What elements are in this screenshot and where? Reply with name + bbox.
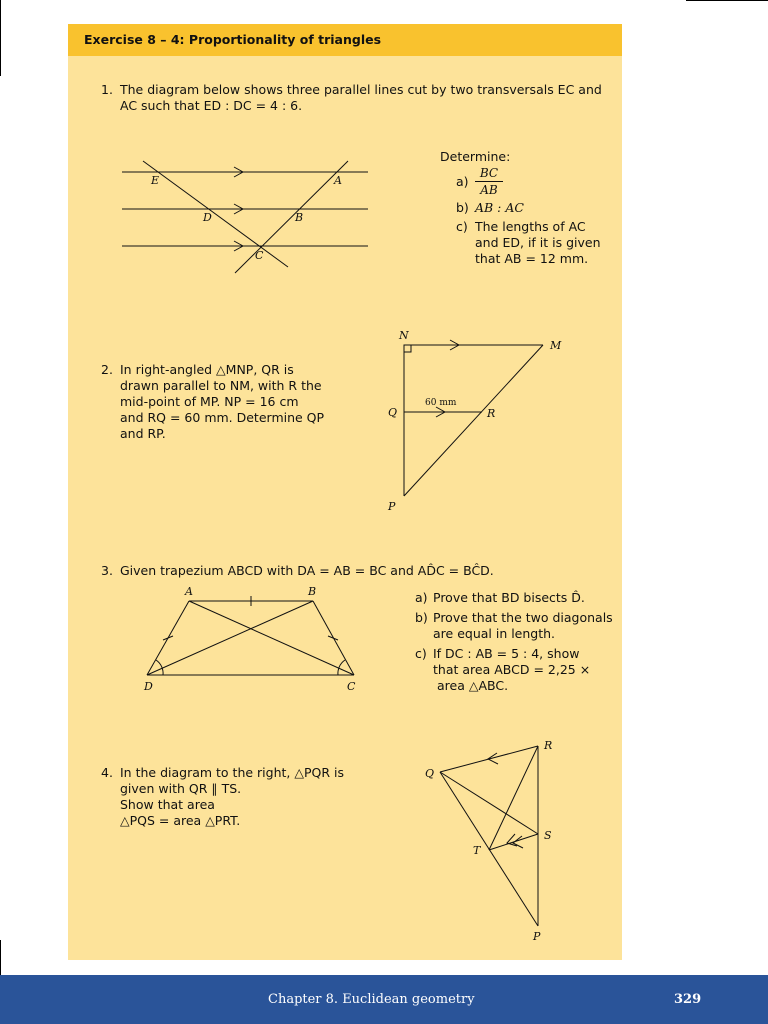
q4-point-R: R [544,739,553,752]
exercise-title: Exercise 8 – 4: Proportionality of triangles [84,32,382,47]
q1-point-E: E [151,174,160,187]
q1-c-label: c) [456,219,468,234]
q2-line5: and RP. [120,426,166,441]
q1-b-text: AB : AC [475,200,524,215]
q4-number: 4. [101,765,113,780]
q3-b-line1: Prove that the two diagonals [433,610,613,625]
q1-point-D: D [203,211,212,224]
q2-measure: 60 mm [425,398,457,408]
page-footer [0,975,768,1024]
q3-a-text: Prove that BD bisects D̂. [433,590,585,605]
q4-line1: In the diagram to the right, △PQR is [120,765,344,780]
q3-c-line2: that area ABCD = 2,25 × [433,662,591,677]
q4-point-T: T [473,844,481,857]
q2-line4: and RQ = 60 mm. Determine QP [120,410,325,425]
q2-line1: In right-angled △MNP, QR is [120,362,294,377]
q2-point-M: M [550,339,562,352]
q4-line4: △PQS = area △PRT. [120,813,241,828]
q2-number: 2. [101,362,113,377]
q3-point-D: D [144,680,153,693]
q1-a-denominator: AB [480,183,498,197]
q4-line2: given with QR ∥ TS. [120,781,242,796]
q3-point-C: C [347,680,356,693]
q2-line3: mid-point of MP. NP = 16 cm [120,394,299,409]
q4-point-P: P [533,930,541,943]
q3-line1: Given trapezium ABCD with DA = AB = BC and AD̂C = BĈD. [120,563,494,578]
q1-c-line3: that AB = 12 mm. [475,251,589,266]
q3-point-B: B [308,585,317,598]
q1-a-numerator: BC [479,166,499,180]
chapter-title: Chapter 8. Euclidean geometry [268,992,475,1007]
q4-point-Q: Q [425,767,435,780]
q3-number: 3. [101,563,113,578]
q1-c-line2: and ED, if it is given [475,235,601,250]
q3-c-label: c) [415,646,427,661]
q1-determine: Determine: [440,149,511,164]
q2-point-N: N [399,329,409,342]
q1-c-line1: The lengths of AC [475,219,586,234]
q1-number: 1. [101,82,113,97]
q2-line2: drawn parallel to NM, with R the [120,378,322,393]
q2-point-Q: Q [388,406,398,419]
q1-point-A: A [334,174,342,187]
q1-line1: The diagram below shows three parallel lines cut by two transversals EC and [120,82,602,97]
q2-point-P: P [388,500,396,513]
q1-point-C: C [255,249,264,262]
q3-point-A: A [185,585,193,598]
q3-c-line1: If DC : AB = 5 : 4, show [433,646,580,661]
q1-a-label: a) [456,174,469,189]
q1-point-B: B [295,211,304,224]
page-number: 329 [674,992,702,1007]
q3-c-line3: area △ABC. [437,678,509,693]
q4-point-S: S [544,829,552,842]
q3-b-label: b) [415,610,428,625]
q1-b-label: b) [456,200,469,215]
q1-line2: AC such that ED : DC = 4 : 6. [120,98,303,113]
q3-b-line2: are equal in length. [433,626,556,641]
q4-line3: Show that area [120,797,215,812]
q3-a-label: a) [415,590,428,605]
q2-point-R: R [487,407,496,420]
